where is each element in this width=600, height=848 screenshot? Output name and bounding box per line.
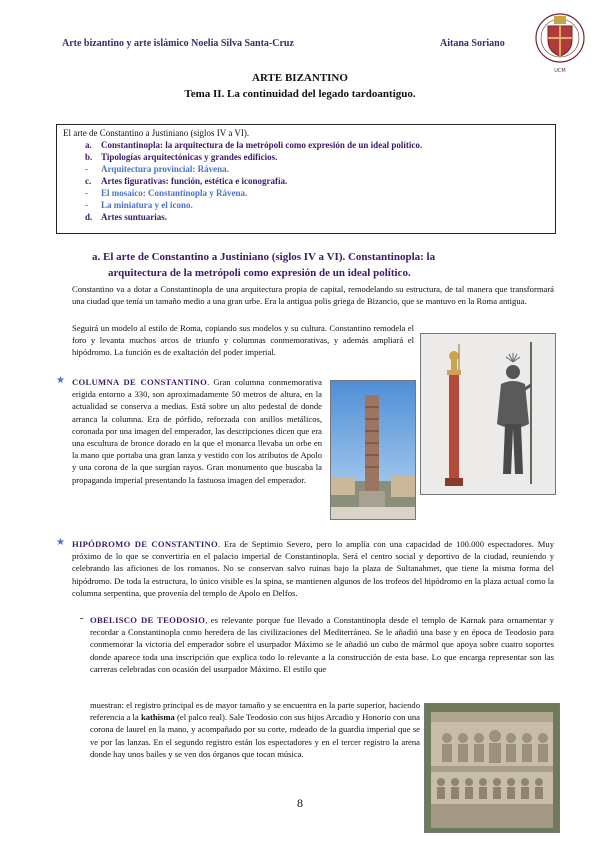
page-title: ARTE BIZANTINO [252,72,348,84]
header-left: Arte bizantino y arte islámico Noelia Silva Santa-Cruz [62,38,294,49]
star-bullet-icon: ★ [56,375,65,386]
section-heading-line2: arquitectura de la metrópoli como expresión de un ideal político. [108,267,411,279]
star-bullet-icon-2: ★ [56,537,65,548]
toc-item-c: c. Artes figurativas: función, estética e iconografía. [85,176,288,186]
toc-box [56,124,556,234]
toc-item-c-sub2: - La miniatura y el icono. [85,200,193,210]
toc-intro: El arte de Constantino a Justiniano (siglos IV a VI). [63,128,250,138]
hipodromo-text: . Era de Septimio Severo, pero lo amplía con una capacidad de 100.000 espectadores. Muy próximo de lo que se convertiría en el palacio imperial de Constantinopla. Será el centro social y deportivo de la ciudad, reuniendo y celebrando las aficiones de los romanos. No se conservan salvo ruinas bajo la plaza de Sultanahmet, que tiene la misma forma del hipódromo. De toda la estructura, lo único visible es la spina, se mantienen algunos de los trofeos del hipódromo en la plaza actual como la columna serpentina, que provenía del templo de Apolo en Delfos. [72,539,555,598]
obelisco-paragraph [90,614,554,675]
columna-label: COLUMNA DE CONSTANTINO [72,377,208,387]
obelisco-paragraph-2: muestran: el registro principal es de mayor tamaño y se encuentra en la parte superior, haciendo referencia a la kathisma (el palco real). Sale Teodosio con sus hijos Arcadio y Honorio con una corona de laurel en la mano, y acompañado por su corte, rodeado de la guardia imperial que se ve por las lanzas. En el segundo registro están los espectadores y en el tercer registro la arena donde hay unos bailes y se ven dos órganos que tocan música. [90,700,420,759]
obelisco-text: , es relevante porque fue llevado a Constantinopla desde el templo de Karnak para ornamentar y recordar a Constantinopla como heredera de las civilizaciones del Mediterráneo. Se le añadió una base y en época de Teodosio para conmemorar la victoria del emperador sobre el usurpador Máximo se le añadió un cubo de mármol que apoya sobre cuatro soportes donde aparece toda una inscripción que explica todo lo relevante a la construcción de esta base. Lo que encarga representar son las carreras celebradas con ocasión del usurpador Máximo. El estilo que [90,615,554,674]
toc-item-a: a. Constantinopla: la arquitectura de la metrópoli como expresión de un ideal político. [85,140,423,150]
intro-paragraph: Constantino va a dotar a Constantinopla de una arquitectura propia de capital, remodelando su estructura, de tal manera que transformará una ciudad que tenía un tamaño medio a una gran urbe. Era la antigua polis griega de Bizancio, que se mantuvo en la Roma antigua. [72,284,554,307]
page-number: 8 [297,796,303,810]
columna-paragraph [72,376,322,486]
obelisk-base-relief-image [424,703,560,833]
toc-item-b-sub: - Arquitectura provincial: Rávena. [85,164,229,174]
columna-text: . Gran columna conmemorativa erigida entorno a 330, son aproximadamente 50 metros de altura, en la actualidad se conserva a medias. Está sobre un alto pedestal de donde arranca la columna. Era de pórfido, reforzada con anillos metálicos, coronada por una imagen del emperador, las descripciones dicen que era una escultura de bronce dorado en la que el monarca llevaba un orbe en la mano que portaba una gran lanza y vestido con los atributos de Apolo y una corona de la que surgían rayos. Gran monumento que buscaba la propaganda imperial presentando la fastuosa imagen del emperador. [72,377,322,485]
toc-item-d: d. Artes suntuarias. [85,212,168,222]
university-crest-icon [534,8,586,76]
svg-text:UCM: UCM [554,68,566,74]
obelisco-label: OBELISCO DE TEODOSIO [90,615,206,625]
toc-item-b: b. Tipologías arquitectónicas y grandes edificios. [85,152,278,162]
hipodromo-paragraph [72,538,554,599]
second-paragraph: Seguirá un modelo al estilo de Roma, copiando sus modelos y su cultura. Constantino remodela el foro y levanta muchos arcos de triunfo y columnas conmemorativas, y además ampliará el hipódromo. La función es de exaltación del poder imperial. [72,323,414,358]
constantine-statue-image [420,333,556,495]
kathisma-term: kathisma [140,712,175,723]
toc-item-c-sub1: - El mosaico: Constantinopla y Rávena. [85,188,248,198]
header-right: Aitana Soriano [440,38,505,49]
column-photo [330,380,416,520]
dash-bullet: - [80,613,84,624]
section-heading-line1: a. El arte de Constantino a Justiniano (siglos IV a VI). Constantinopla: la [92,251,436,263]
page-subtitle: Tema II. La continuidad del legado tardoantiguo. [184,88,416,100]
hipodromo-label: HIPÓDROMO DE CONSTANTINO [72,539,219,549]
